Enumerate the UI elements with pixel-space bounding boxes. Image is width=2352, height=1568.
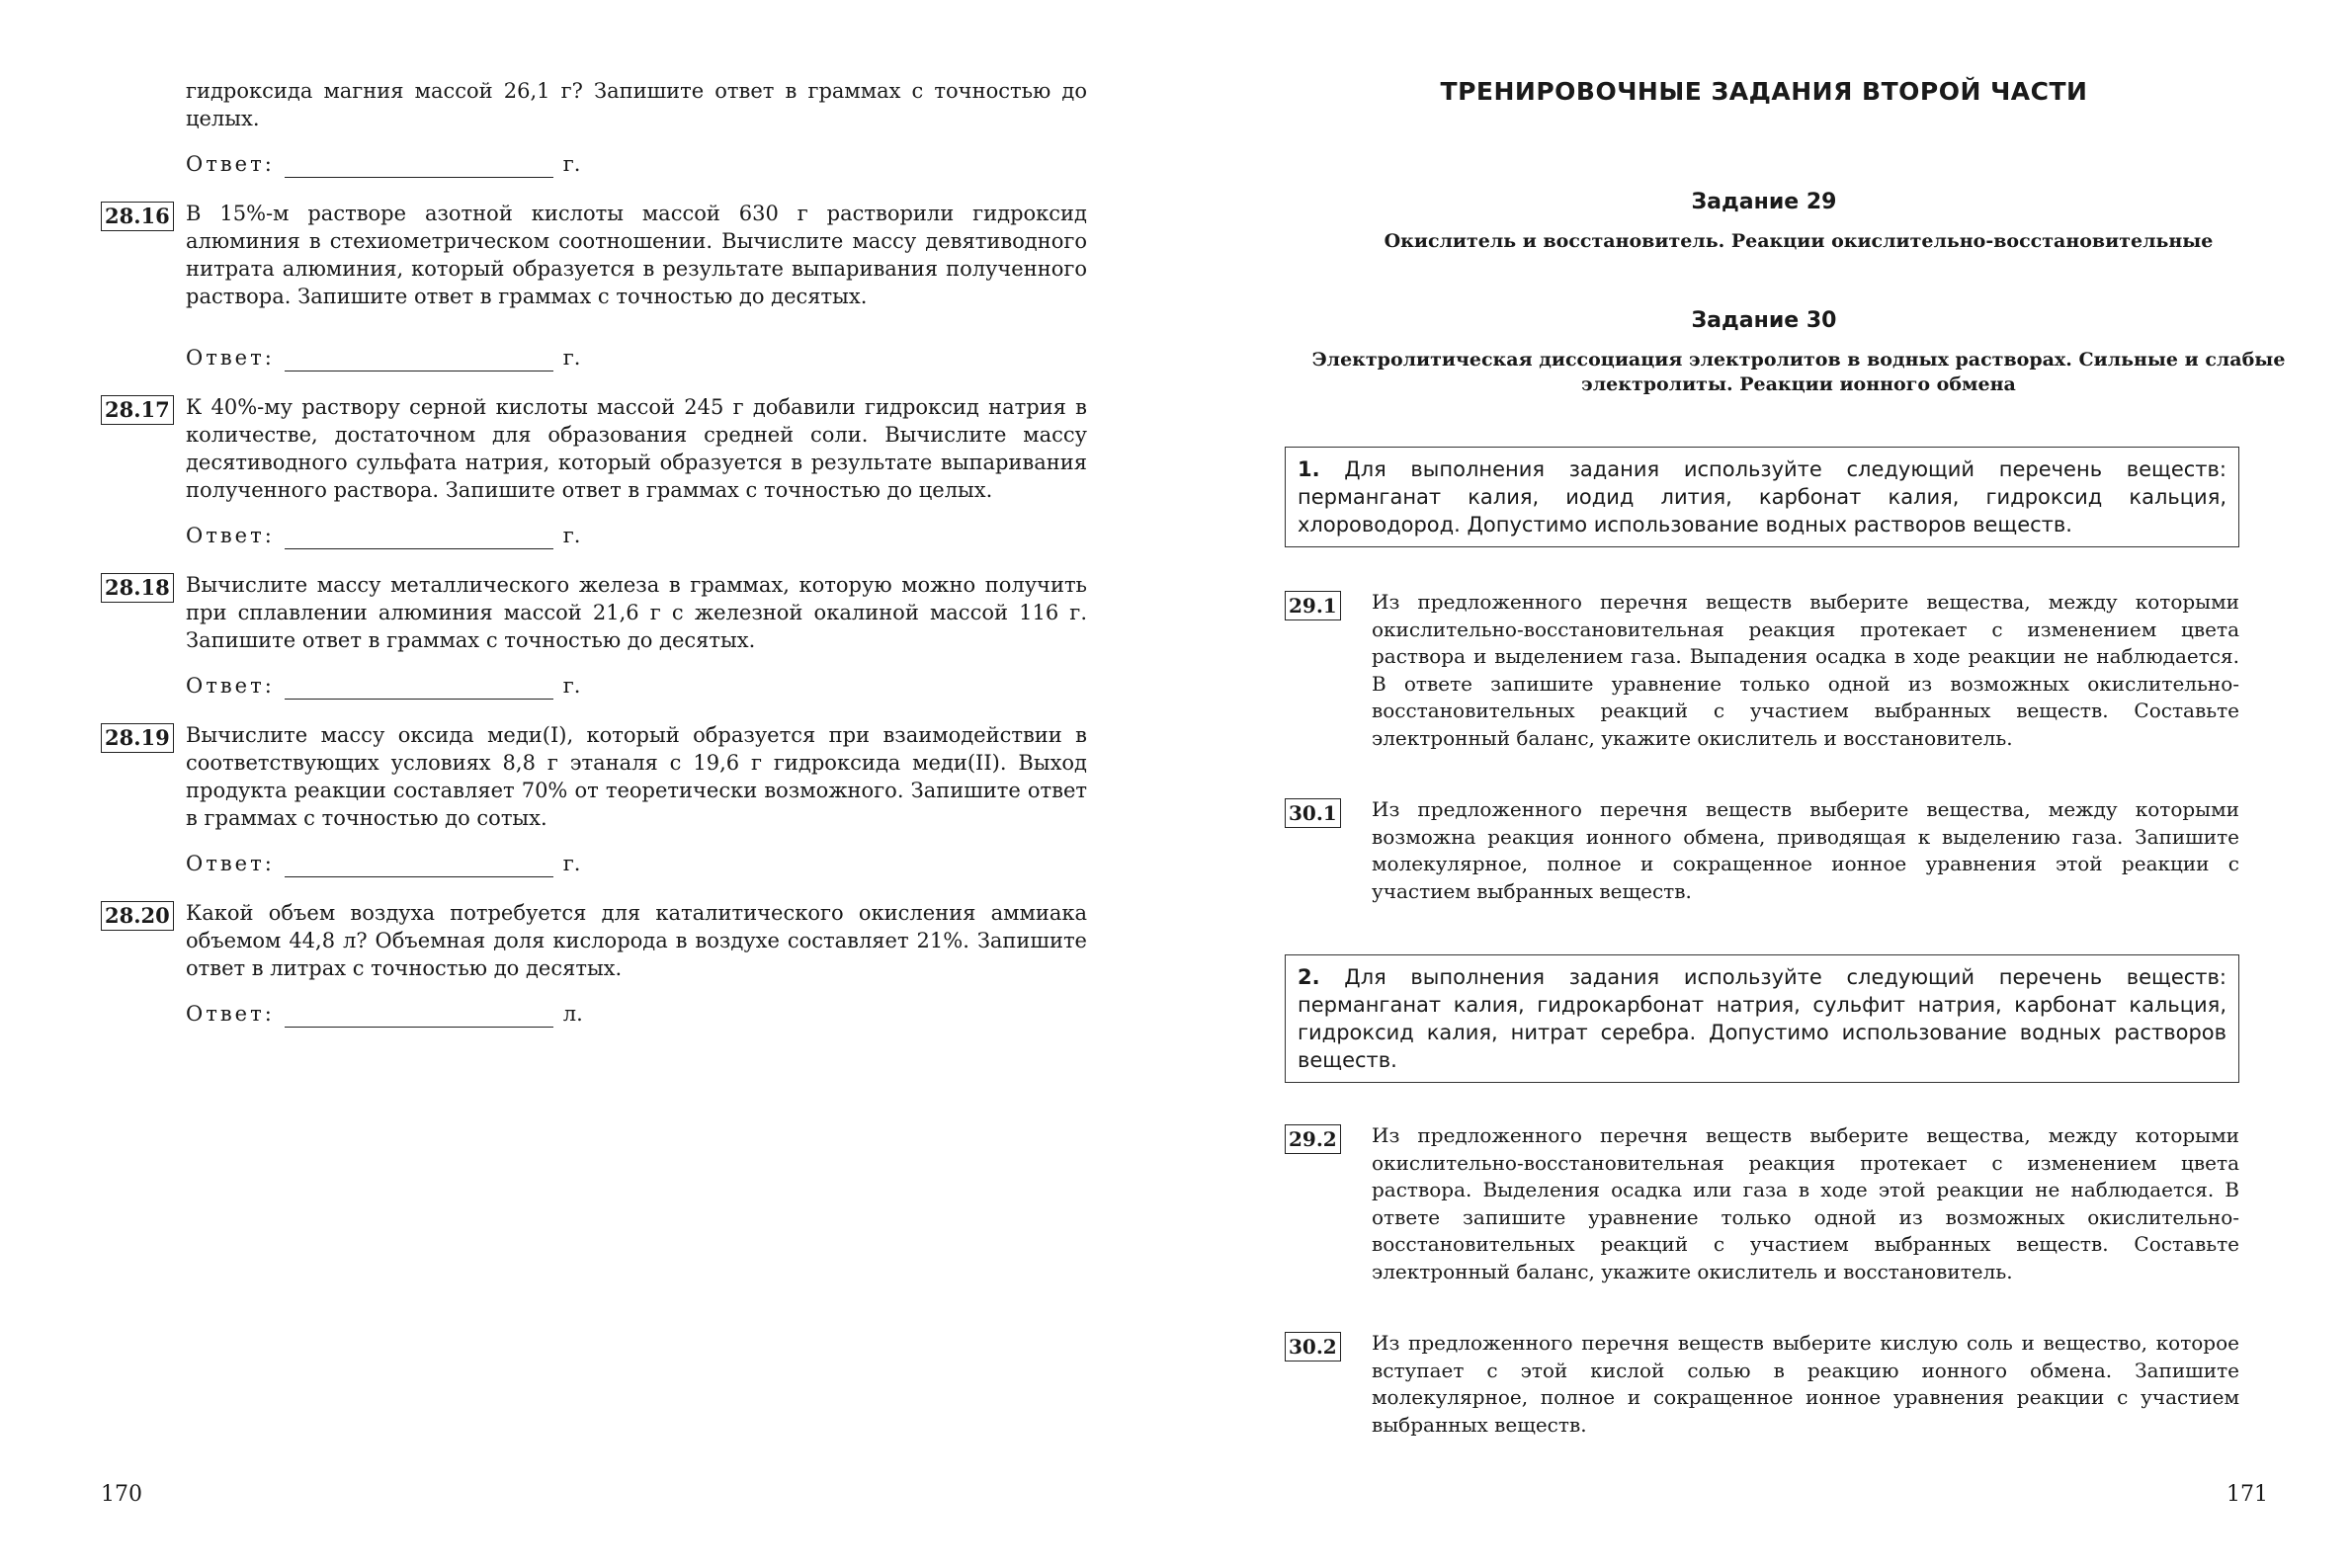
box-number: 2. (1298, 965, 1320, 989)
section-30-subtitle: Электролитическая диссоциация электролитов в водных растворах. Сильные и слабые электролиты. Реакции ионного обмена (1311, 349, 2286, 395)
task-text: Вычислите массу оксида меди(I), который образуется при взаимодействии в соответствующих условиях 8,8 г этаналя с 19,6 г гидроксида меди(II). Выход продукта реакции составляет 70% от теоретически возможного. Запишите ответ в граммах с точностью до сотых. (186, 723, 1087, 830)
task-number: 29.1 (1285, 591, 1341, 620)
task-text: Из предложенного перечня веществ выберите вещества, между которыми окислительно-восстановительная реакция протекает с изменением цвета раствора. Выделения осадка или газа в ходе этой реакции не наблюдается. В ответе запишите уравнение только одной из возможных окислительно-восстановительных реакций с участием выбранных веществ. Составьте электронный баланс, укажите окислитель и восстановитель. (1372, 1123, 2239, 1283)
task-number: 28.16 (101, 202, 174, 231)
left-page-content (101, 77, 1087, 1028)
task-number: 28.19 (101, 723, 174, 753)
task-text: К 40%-му раствору серной кислоты массой 245 г добавили гидроксид натрия в количестве, достаточном для образования средней соли. Вычислите массу десятиводного сульфата натрия, который образуется в результате выпаривания полученного раствора. Запишите ответ в граммах с точностью до целых. (186, 395, 1087, 502)
task-28-17-answer (186, 522, 1087, 549)
answer-field[interactable] (285, 349, 553, 371)
task-28-18-answer (186, 672, 1087, 700)
task-text: Из предложенного перечня веществ выберите вещества, между которыми возможна реакция ионного обмена, приводящая к выделению газа. Запишите молекулярное, полное и сокращенное ионное уравнения этой реакции с участием выбранных веществ. (1372, 797, 2239, 903)
substance-list-box-2 (1285, 954, 2239, 1083)
task-number: 28.17 (101, 395, 174, 425)
task-number: 29.2 (1285, 1124, 1341, 1154)
answer-label: Ответ: (186, 674, 275, 698)
intro-continuation: гидроксида магния массой 26,1 г? Запишите ответ в граммах с точностью до целых. (186, 79, 1087, 130)
section-29-subtitle: Окислитель и восстановитель. Реакции окислительно-восстановительные (1384, 230, 2214, 252)
answer-field[interactable] (285, 527, 553, 549)
page-title: ТРЕНИРОВОЧНЫЕ ЗАДАНИЯ ВТОРОЙ ЧАСТИ (1440, 77, 2088, 106)
answer-field[interactable] (285, 677, 553, 700)
intro-answer (186, 150, 1087, 178)
task-30-2 (1285, 1330, 2239, 1439)
box-text: Для выполнения задания используйте следующий перечень веществ: перманганат калия, иодид лития, карбонат калия, гидроксид кальция, хлороводород. Допустимо использование водных растворов веществ. (1298, 457, 2226, 536)
answer-unit: г. (562, 852, 581, 875)
task-29-1 (1285, 589, 2239, 752)
box-text: Для выполнения задания используйте следующий перечень веществ: перманганат калия, гидрокарбонат натрия, сульфит натрия, карбонат кальция, гидроксид калия, нитрат серебра. Допустимо использование водных растворов веществ. (1298, 965, 2226, 1072)
answer-label: Ответ: (186, 524, 275, 547)
right-page (1176, 0, 2352, 1568)
task-28-19-answer (186, 850, 1087, 877)
task-28-20 (101, 899, 1087, 982)
section-29-heading: Задание 29 (1691, 190, 1837, 214)
answer-unit: г. (562, 674, 581, 698)
answer-label: Ответ: (186, 1002, 275, 1026)
answer-label: Ответ: (186, 346, 275, 370)
task-28-18 (101, 571, 1087, 654)
answer-field[interactable] (285, 1005, 553, 1028)
substance-list-box-1 (1285, 447, 2239, 547)
task-30-1 (1285, 796, 2239, 905)
task-text: Вычислите массу металлического железа в граммах, которую можно получить при сплавлении алюминия массой 21,6 г с железной окалиной массой 116 г. Запишите ответ в граммах с точностью до десятых. (186, 573, 1087, 652)
task-28-16-answer (186, 344, 1087, 371)
answer-label: Ответ: (186, 152, 275, 176)
task-number: 28.18 (101, 573, 174, 603)
task-28-19 (101, 721, 1087, 832)
task-number: 30.1 (1285, 798, 1341, 828)
answer-unit: г. (562, 152, 581, 176)
answer-label: Ответ: (186, 852, 275, 875)
page-number-left: 170 (101, 1482, 142, 1507)
task-number: 30.2 (1285, 1332, 1341, 1362)
task-text: В 15%-м растворе азотной кислоты массой 630 г растворили гидроксид алюминия в стехиометрическом соотношении. Вычислите массу девятиводного нитрата алюминия, который образуется в результате выпаривания полученного раствора. Запишите ответ в граммах с точностью до десятых. (186, 202, 1087, 308)
task-29-2 (1285, 1122, 2239, 1285)
task-28-17 (101, 393, 1087, 504)
answer-unit: л. (562, 1002, 583, 1026)
answer-unit: г. (562, 524, 581, 547)
task-text: Из предложенного перечня веществ выберите вещества, между которыми окислительно-восстановительная реакция протекает с изменением цвета раствора и выделением газа. Выпадения осадка в ходе реакции не наблюдается. В ответе запишите уравнение только одной из возможных окислительно-восстановительных реакций с участием выбранных веществ. Составьте электронный баланс, укажите окислитель и восстановитель. (1372, 590, 2239, 750)
task-text: Из предложенного перечня веществ выберите кислую соль и вещество, которое вступает с этой кислой солью в реакцию ионного обмена. Запишите молекулярное, полное и сокращенное ионное уравнения реакции с участием выбранных веществ. (1372, 1331, 2239, 1437)
task-28-20-answer (186, 1000, 1087, 1028)
task-text: Какой объем воздуха потребуется для каталитического окисления аммиака объемом 44,8 л? Объемная доля кислорода в воздухе составляет 21%. Запишите ответ в литрах с точностью до десятых. (186, 901, 1087, 980)
page-number-right: 171 (2226, 1482, 2268, 1507)
task-number: 28.20 (101, 901, 174, 931)
answer-field[interactable] (285, 155, 553, 178)
section-30-heading: Задание 30 (1691, 308, 1837, 333)
answer-field[interactable] (285, 855, 553, 877)
box-number: 1. (1298, 457, 1320, 481)
task-28-16 (101, 200, 1087, 310)
answer-unit: г. (562, 346, 581, 370)
